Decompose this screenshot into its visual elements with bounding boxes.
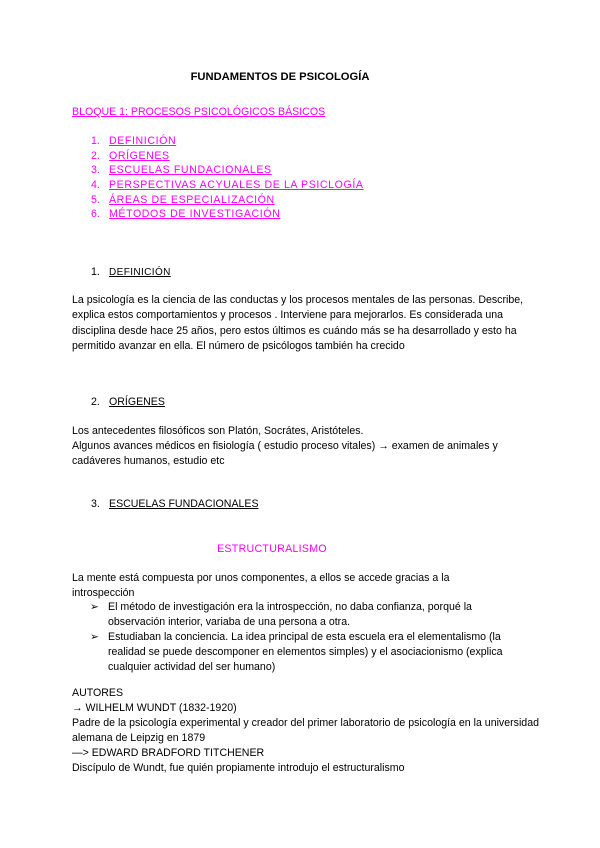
section-title-definicion: DEFINICIÓN — [109, 267, 171, 278]
toc-link-escuelas[interactable]: ESCUELAS FUNDACIONALES — [109, 164, 272, 176]
toc-number: 4. — [91, 179, 100, 191]
page-title: FUNDAMENTOS DE PSICOLOGÍA — [190, 71, 370, 83]
toc-link-perspectivas[interactable]: PERSPECTIVAS ACYUALES DE LA PSICLOGÍA — [109, 179, 364, 191]
toc-number: 5. — [91, 194, 100, 206]
toc-number: 1. — [91, 135, 100, 147]
estructuralismo-heading: ESTRUCTURALISMO — [217, 543, 327, 555]
author-wundt: → WILHELM WUNDT (1832-1920) — [72, 702, 237, 714]
bullet-item: Estudiaban la conciencia. La idea principal de esta escuela era el elementalismo (la realidad se puede descomponer en elementos simples) y el asociacionismo (explica cualquier actividad del ser humano) — [108, 631, 503, 674]
toc-link-areas[interactable]: ÁREAS DE ESPECIALIZACIÓN — [109, 194, 275, 206]
author-wundt-description: Padre de la psicología experimental y creador del primer laboratorio de psicología en la universidad alemana de Leipzig en 1879 — [72, 717, 539, 745]
bloque-heading[interactable]: BLOQUE 1: PROCESOS PSICOLÓGICOS BÁSICOS — [72, 106, 326, 118]
arrow-bullet-icon: ➢ — [90, 601, 99, 613]
toc-link-definicion[interactable]: DEFINICIÓN — [109, 135, 177, 147]
bullet-item: El método de investigación era la introspección, no daba confianza, porqué la observación interior, variaba de una persona a otra. — [108, 601, 472, 629]
section-title-escuelas: ESCUELAS FUNDACIONALES — [109, 498, 259, 510]
origenes-paragraph: Algunos avances médicos en fisiología ( estudio proceso vitales) → examen de animales y cadáveres humanos, estudio etc — [72, 440, 498, 468]
definicion-paragraph: La psicología es la ciencia de las conductas y los procesos mentales de las personas. Describe, explica estos comportamientos y procesos . Interviene para mejorarlos. Es considerada una disciplina desde hace 25 años, pero estos últimos es cuándo más se ha desarrollado y esto ha permitido avanzar en ella. El número de psicólogos también ha crecido — [72, 294, 524, 353]
section-number: 2. — [91, 396, 100, 408]
section-number: 3. — [91, 498, 100, 510]
author-titchener-description: Discípulo de Wundt, fue quién propiamente introdujo el estructuralismo — [72, 762, 405, 774]
section-number: 1. — [91, 266, 100, 278]
origenes-line: Los antecedentes filosóficos son Platón, Socrátes, Aristóteles. — [72, 425, 364, 437]
estructuralismo-intro: La mente está compuesta por unos componentes, a ellos se accede gracias a la introspección — [72, 572, 450, 600]
toc-number: 6. — [91, 208, 100, 220]
autores-label: AUTORES — [72, 687, 124, 699]
toc-link-origenes[interactable]: ORÍGENES — [109, 150, 170, 162]
toc-number: 2. — [91, 150, 100, 162]
arrow-bullet-icon: ➢ — [90, 631, 99, 643]
toc-link-metodos[interactable]: MÉTODOS DE INVESTIGACIÓN — [109, 208, 281, 220]
toc-number: 3. — [91, 164, 100, 176]
section-title-origenes: ORÍGENES — [109, 396, 165, 408]
author-titchener: —> EDWARD BRADFORD TITCHENER — [72, 747, 265, 759]
